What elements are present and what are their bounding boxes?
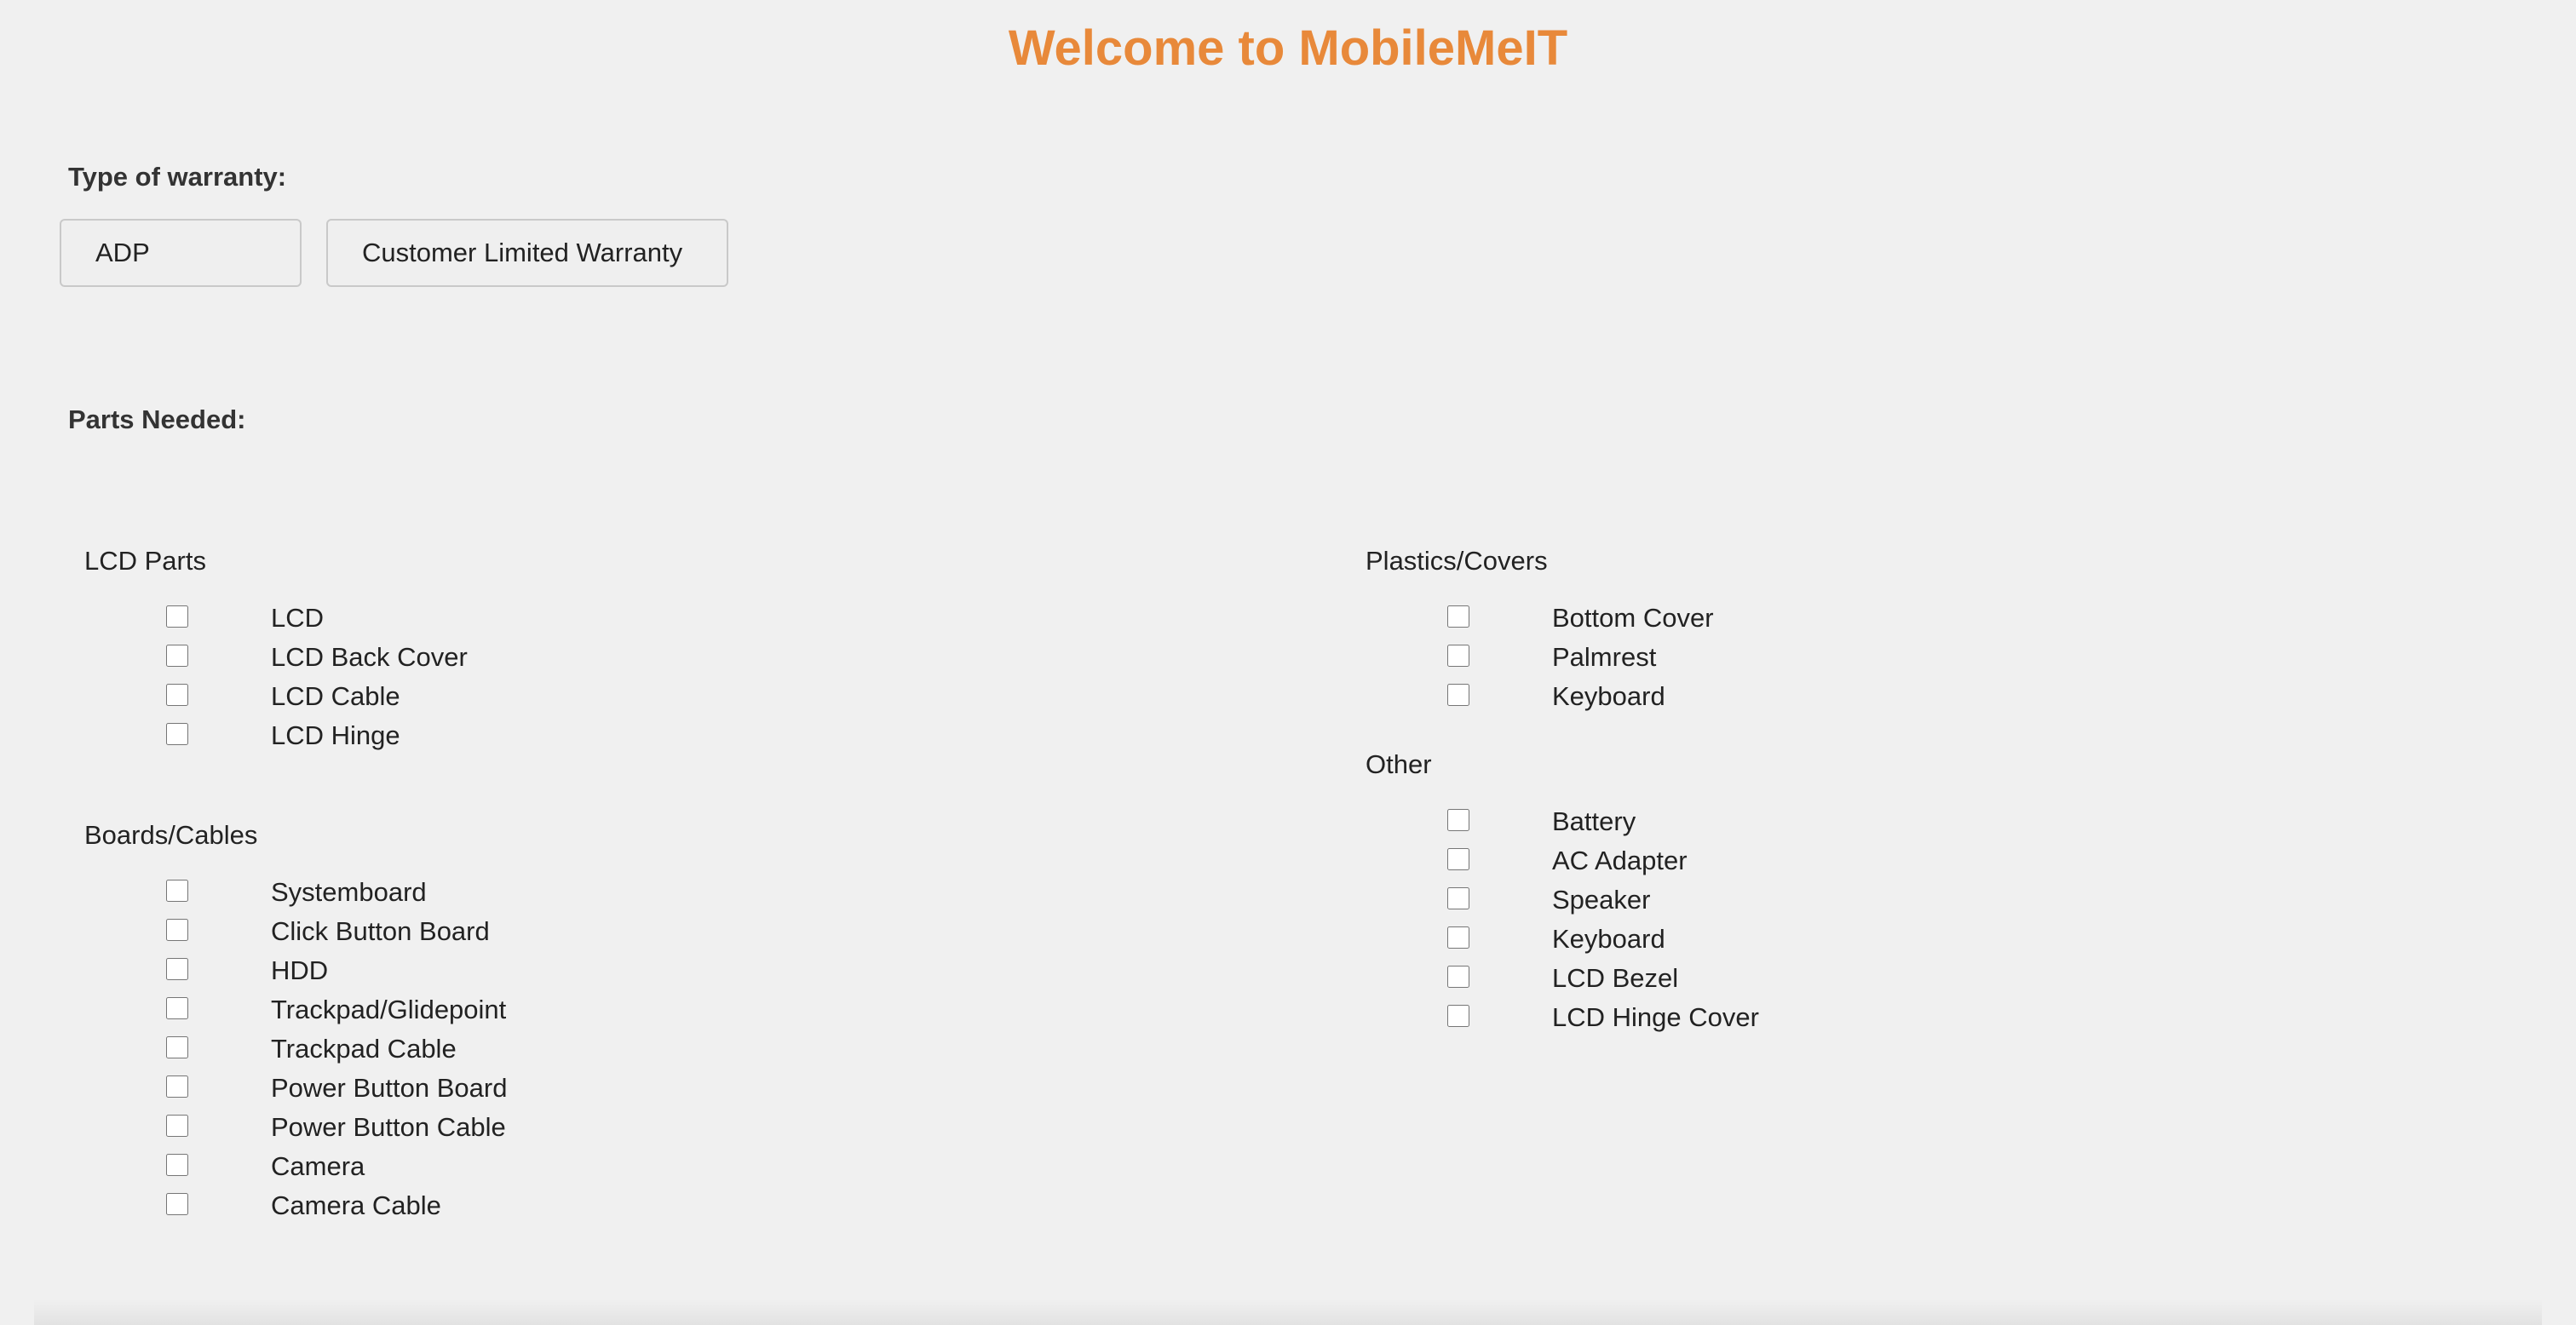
checkbox-lcd-bezel[interactable] [1447, 966, 1469, 988]
checkbox-palmrest[interactable] [1447, 645, 1469, 667]
group-title-boards-cables: Boards/Cables [84, 820, 258, 850]
part-label-lcd-hinge-cover: LCD Hinge Cover [1552, 1002, 1759, 1032]
part-label-keyboard-other: Keyboard [1552, 924, 1665, 954]
part-label-camera-cable: Camera Cable [271, 1190, 441, 1220]
part-label-click-button-board: Click Button Board [271, 916, 490, 946]
adp-warranty-button[interactable]: ADP [60, 219, 302, 287]
checkbox-keyboard-other[interactable] [1447, 926, 1469, 949]
part-label-lcd-back-cover: LCD Back Cover [271, 642, 468, 672]
checkbox-lcd-hinge[interactable] [166, 723, 188, 745]
lcd-parts-list [84, 599, 468, 755]
part-item-lcd-back-cover [84, 638, 468, 677]
checkbox-camera-cable[interactable] [166, 1193, 188, 1215]
checkbox-bottom-cover[interactable] [1447, 605, 1469, 628]
part-label-camera: Camera [271, 1151, 365, 1181]
parts-needed-label: Parts Needed: [68, 404, 246, 434]
part-label-lcd: LCD [271, 603, 325, 633]
part-label-lcd-cable: LCD Cable [271, 681, 400, 711]
checkbox-click-button-board[interactable] [166, 919, 188, 941]
part-item-lcd-cable [84, 677, 400, 716]
part-label-palmrest: Palmrest [1552, 642, 1657, 672]
group-title-plastics-covers: Plastics/Covers [1366, 546, 1548, 576]
other-list [1366, 802, 1759, 1037]
page-title: Welcome to MobileMeIT [1008, 20, 1568, 76]
checkbox-lcd[interactable] [166, 605, 188, 628]
part-item-lcd-hinge-cover [1366, 998, 1759, 1037]
checkbox-battery[interactable] [1447, 809, 1469, 831]
part-item-click-button-board [84, 912, 490, 951]
checkbox-lcd-hinge-cover[interactable] [1447, 1005, 1469, 1027]
part-item-palmrest [1366, 638, 1657, 677]
part-item-power-button-board [84, 1069, 508, 1108]
part-item-battery [1366, 802, 1636, 841]
checkbox-ac-adapter[interactable] [1447, 848, 1469, 870]
group-title-lcd-parts: LCD Parts [84, 546, 206, 576]
part-item-camera [84, 1147, 365, 1186]
part-label-lcd-hinge: LCD Hinge [271, 720, 400, 750]
checkbox-power-button-board[interactable] [166, 1075, 188, 1098]
part-item-speaker [1366, 880, 1651, 920]
group-title-other: Other [1366, 749, 1432, 779]
part-item-hdd [84, 951, 329, 990]
part-item-bottom-cover [1366, 599, 1714, 638]
checkbox-lcd-back-cover[interactable] [166, 645, 188, 667]
lcd-parts-group [84, 544, 468, 755]
part-label-bottom-cover: Bottom Cover [1552, 603, 1714, 633]
part-label-systemboard: Systemboard [271, 877, 427, 907]
warranty-type-label: Type of warranty: [68, 162, 287, 192]
part-item-keyboard-plastics [1366, 677, 1665, 716]
boards-cables-group [84, 818, 508, 1225]
checkbox-camera[interactable] [166, 1154, 188, 1176]
checkbox-systemboard[interactable] [166, 880, 188, 902]
checkbox-trackpad-glidepoint[interactable] [166, 997, 188, 1019]
part-item-trackpad-cable [84, 1030, 457, 1069]
other-group [1366, 748, 1759, 1037]
boards-cables-list [84, 873, 508, 1225]
part-label-keyboard-plastics: Keyboard [1552, 681, 1665, 711]
part-label-speaker: Speaker [1552, 885, 1651, 915]
part-label-power-button-cable: Power Button Cable [271, 1112, 506, 1142]
part-label-lcd-bezel: LCD Bezel [1552, 963, 1679, 993]
checkbox-trackpad-cable[interactable] [166, 1036, 188, 1058]
part-label-trackpad-cable: Trackpad Cable [271, 1034, 457, 1064]
part-item-camera-cable [84, 1186, 441, 1225]
part-item-lcd [84, 599, 325, 638]
bottom-shadow [34, 1299, 2542, 1325]
part-label-battery: Battery [1552, 806, 1636, 836]
part-item-power-button-cable [84, 1108, 506, 1147]
checkbox-lcd-cable[interactable] [166, 684, 188, 706]
plastics-covers-list [1366, 599, 1714, 716]
part-item-trackpad-glidepoint [84, 990, 507, 1030]
checkbox-hdd[interactable] [166, 958, 188, 980]
part-item-ac-adapter [1366, 841, 1688, 880]
checkbox-power-button-cable[interactable] [166, 1115, 188, 1137]
part-item-lcd-hinge [84, 716, 400, 755]
plastics-covers-group [1366, 544, 1714, 716]
part-item-lcd-bezel [1366, 959, 1679, 998]
checkbox-keyboard-plastics[interactable] [1447, 684, 1469, 706]
part-item-systemboard [84, 873, 427, 912]
customer-limited-warranty-button[interactable]: Customer Limited Warranty [326, 219, 728, 287]
part-label-hdd: HDD [271, 955, 329, 985]
part-label-trackpad-glidepoint: Trackpad/Glidepoint [271, 995, 507, 1024]
checkbox-speaker[interactable] [1447, 887, 1469, 909]
part-item-keyboard-other [1366, 920, 1665, 959]
part-label-power-button-board: Power Button Board [271, 1073, 508, 1103]
part-label-ac-adapter: AC Adapter [1552, 846, 1688, 875]
